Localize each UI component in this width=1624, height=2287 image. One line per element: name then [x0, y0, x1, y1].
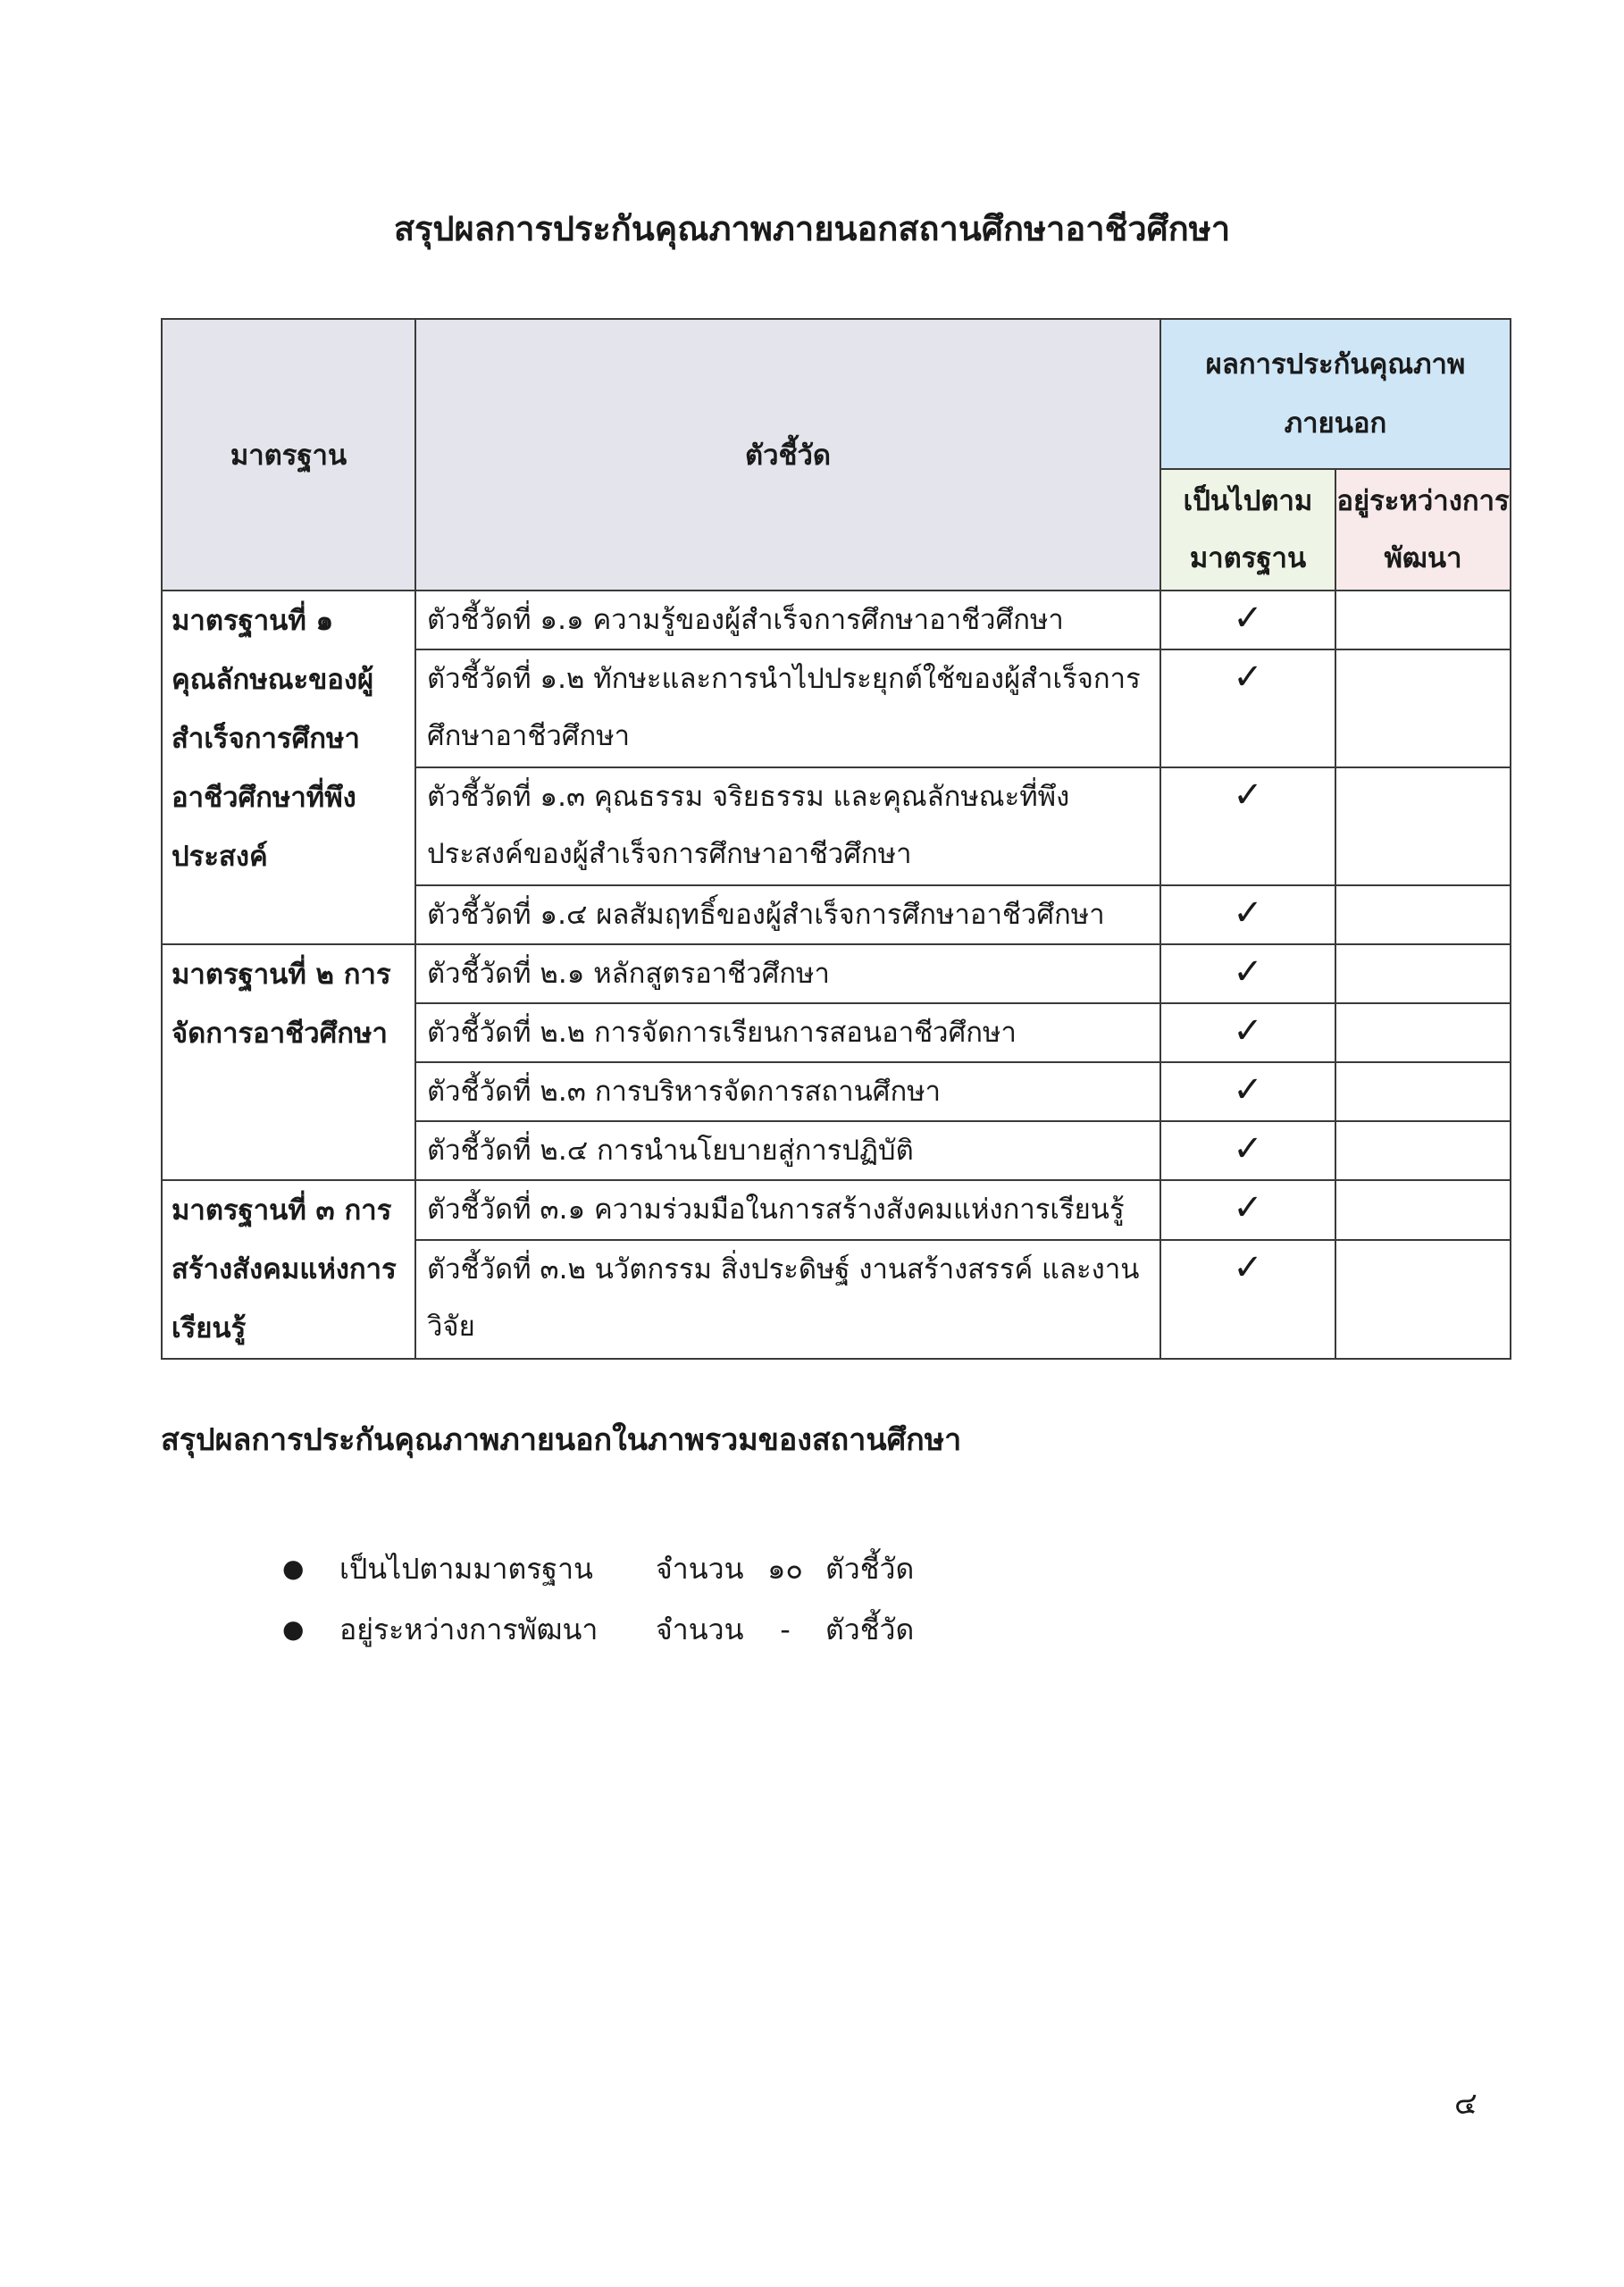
developing-cell-2-1 [1335, 944, 1511, 1003]
developing-cell-2-4 [1335, 1121, 1511, 1180]
check-mark-1-3: ✓ [1160, 767, 1335, 885]
list-item [282, 1599, 914, 1660]
header-result: ผลการประกันคุณภาพภายนอก [1160, 319, 1511, 469]
page-title: สรุปผลการประกันคุณภาพภายนอกสถานศึกษาอาชีวศึกษา [393, 209, 1231, 248]
check-mark-3-2: ✓ [1160, 1240, 1335, 1359]
indicator-2-2: ตัวชี้วัดที่ ๒.๒ การจัดการเรียนการสอนอาชีวศึกษา [415, 1003, 1160, 1062]
overall-summary-title: สรุปผลการประกันคุณภาพภายนอกในภาพรวมของสถานศึกษา [161, 1422, 962, 1458]
check-mark-2-1: ✓ [1160, 944, 1335, 1003]
header-meet-standard: เป็นไปตามมาตรฐาน [1160, 469, 1335, 591]
summary-count-value: ๑๐ [767, 1552, 803, 1586]
indicator-1-1: ตัวชี้วัดที่ ๑.๑ ความรู้ของผู้สำเร็จการศึกษาอาชีวศึกษา [415, 591, 1160, 649]
indicator-1-3: ตัวชี้วัดที่ ๑.๓ คุณธรรม จริยธรรม และคุณลักษณะที่พึงประสงค์ของผู้สำเร็จการศึกษาอาชีวศึกษา [415, 767, 1160, 885]
indicator-2-1: ตัวชี้วัดที่ ๒.๑ หลักสูตรอาชีวศึกษา [415, 944, 1160, 1003]
check-mark-1-2: ✓ [1160, 649, 1335, 767]
quality-assessment-table [161, 318, 1511, 1360]
check-mark-1-4: ✓ [1160, 885, 1335, 944]
header-under-development: อยู่ระหว่างการพัฒนา [1335, 469, 1511, 591]
check-mark-1-1: ✓ [1160, 591, 1335, 649]
indicator-2-3: ตัวชี้วัดที่ ๒.๓ การบริหารจัดการสถานศึกษา [415, 1062, 1160, 1121]
check-mark-2-2: ✓ [1160, 1003, 1335, 1062]
summary-unit: ตัวชี้วัด [825, 1552, 915, 1586]
page-number: ๔ [1454, 2086, 1478, 2122]
developing-cell-1-1 [1335, 591, 1511, 649]
summary-label: อยู่ระหว่างการพัฒนา [339, 1613, 599, 1646]
indicator-3-2: ตัวชี้วัดที่ ๓.๒ นวัตกรรม สิ่งประดิษฐ์ งานสร้างสรรค์ และงานวิจัย [415, 1240, 1160, 1359]
developing-cell-2-2 [1335, 1003, 1511, 1062]
bullet-icon: ● [282, 1554, 305, 1583]
developing-cell-1-4 [1335, 885, 1511, 944]
check-mark-2-4: ✓ [1160, 1121, 1335, 1180]
indicator-3-1: ตัวชี้วัดที่ ๓.๑ ความร่วมมือในการสร้างสังคมแห่งการเรียนรู้ [415, 1180, 1160, 1240]
developing-cell-1-3 [1335, 767, 1511, 885]
indicator-1-2: ตัวชี้วัดที่ ๑.๒ ทักษะและการนำไปประยุกต์ใช้ของผู้สำเร็จการศึกษาอาชีวศึกษา [415, 649, 1160, 767]
summary-count-label: จำนวน [656, 1613, 744, 1646]
standard-2-label: มาตรฐานที่ ๒ การจัดการอาชีวศึกษา [162, 944, 415, 1180]
developing-cell-2-3 [1335, 1062, 1511, 1121]
check-mark-3-1: ✓ [1160, 1180, 1335, 1240]
summary-count-value: - [780, 1613, 791, 1646]
standard-3-label: มาตรฐานที่ ๓ การสร้างสังคมแห่งการเรียนรู้ [162, 1180, 415, 1359]
check-mark-2-3: ✓ [1160, 1062, 1335, 1121]
list-item [282, 1538, 914, 1599]
summary-count-label: จำนวน [656, 1552, 744, 1586]
header-indicator: ตัวชี้วัด [415, 319, 1160, 591]
indicator-1-4: ตัวชี้วัดที่ ๑.๔ ผลสัมฤทธิ์ของผู้สำเร็จการศึกษาอาชีวศึกษา [415, 885, 1160, 944]
developing-cell-1-2 [1335, 649, 1511, 767]
header-standard: มาตรฐาน [162, 319, 415, 591]
standard-1-label: มาตรฐานที่ ๑ คุณลักษณะของผู้สำเร็จการศึกษาอาชีวศึกษาที่พึงประสงค์ [162, 591, 415, 944]
developing-cell-3-2 [1335, 1240, 1511, 1359]
bullet-icon: ● [282, 1614, 305, 1644]
summary-unit: ตัวชี้วัด [825, 1613, 915, 1646]
overall-summary-list [282, 1538, 914, 1660]
developing-cell-3-1 [1335, 1180, 1511, 1240]
indicator-2-4: ตัวชี้วัดที่ ๒.๔ การนำนโยบายสู่การปฏิบัติ [415, 1121, 1160, 1180]
summary-label: เป็นไปตามมาตรฐาน [339, 1552, 593, 1586]
